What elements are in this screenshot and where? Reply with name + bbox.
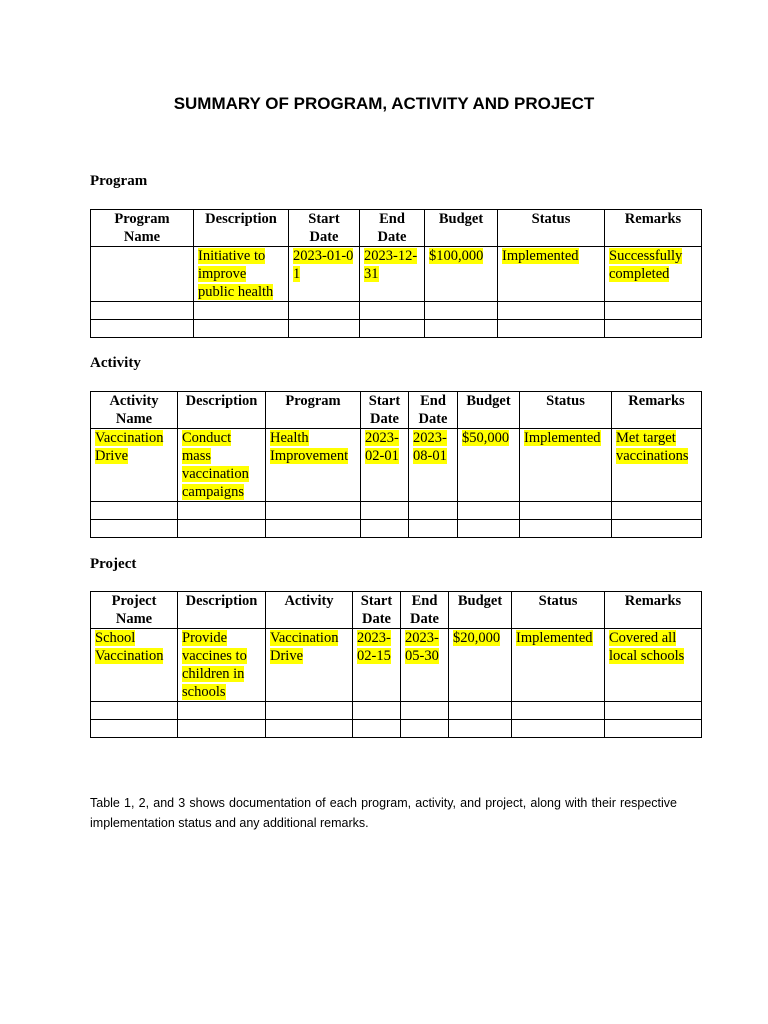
end-date-cell: 2023-12-31 xyxy=(360,247,425,302)
program-table xyxy=(90,209,702,338)
table-row xyxy=(91,320,702,338)
column-header: Status xyxy=(498,210,605,247)
program-cell: Health Improvement xyxy=(266,429,361,502)
column-header: Budget xyxy=(449,592,512,629)
project-table xyxy=(90,591,702,738)
column-header: Status xyxy=(520,392,612,429)
description-cell: Conduct mass vaccination campaigns xyxy=(178,429,266,502)
activity-table xyxy=(90,391,702,538)
column-header: Remarks xyxy=(605,210,702,247)
remarks-cell: Met target vaccinations xyxy=(612,429,702,502)
start-date-cell: 2023-02-15 xyxy=(353,629,401,702)
column-header: Status xyxy=(512,592,605,629)
status-cell: Implemented xyxy=(520,429,612,502)
column-header: Start Date xyxy=(289,210,360,247)
table-row xyxy=(91,247,702,302)
activity-cell: Vaccination Drive xyxy=(266,629,353,702)
remarks-cell: Successfully completed xyxy=(605,247,702,302)
table-row xyxy=(91,520,702,538)
start-date-cell: 2023-01-01 xyxy=(289,247,360,302)
column-header: Activity xyxy=(266,592,353,629)
table-caption: Table 1, 2, and 3 shows documentation of each program, activity, and project, along with their respective implementation status and any additional remarks. xyxy=(90,796,677,830)
start-date-cell: 2023-02-01 xyxy=(361,429,409,502)
column-header: Description xyxy=(178,592,266,629)
table-row xyxy=(91,429,702,502)
end-date-cell: 2023-05-30 xyxy=(401,629,449,702)
column-header: Remarks xyxy=(612,392,702,429)
column-header: End Date xyxy=(360,210,425,247)
table-row xyxy=(91,502,702,520)
project-name-cell: School Vaccination xyxy=(91,629,178,702)
column-header: Remarks xyxy=(605,592,702,629)
description-cell: Initiative to improve public health xyxy=(194,247,289,302)
remarks-cell: Covered all local schools xyxy=(605,629,702,702)
activity-section-label: Activity xyxy=(90,355,141,371)
table-header-row xyxy=(91,210,702,247)
activity-name-cell: Vaccination Drive xyxy=(91,429,178,502)
table-row xyxy=(91,302,702,320)
table-row xyxy=(91,720,702,738)
column-header: Budget xyxy=(425,210,498,247)
column-header: Start Date xyxy=(361,392,409,429)
table-row xyxy=(91,629,702,702)
column-header: Description xyxy=(194,210,289,247)
table-header-row xyxy=(91,592,702,629)
column-header: Project Name xyxy=(91,592,178,629)
column-header: Program Name xyxy=(91,210,194,247)
table-header-row xyxy=(91,392,702,429)
page-title: SUMMARY OF PROGRAM, ACTIVITY AND PROJECT xyxy=(173,94,595,113)
column-header: Activity Name xyxy=(91,392,178,429)
column-header: End Date xyxy=(401,592,449,629)
end-date-cell: 2023-08-01 xyxy=(409,429,458,502)
budget-cell: $50,000 xyxy=(458,429,520,502)
column-header: Program xyxy=(266,392,361,429)
program-name-cell xyxy=(91,247,194,302)
column-header: Description xyxy=(178,392,266,429)
column-header: Start Date xyxy=(353,592,401,629)
column-header: Budget xyxy=(458,392,520,429)
status-cell: Implemented xyxy=(498,247,605,302)
status-cell: Implemented xyxy=(512,629,605,702)
column-header: End Date xyxy=(409,392,458,429)
budget-cell: $100,000 xyxy=(425,247,498,302)
description-cell: Provide vaccines to children in schools xyxy=(178,629,266,702)
program-section-label: Program xyxy=(90,173,148,189)
table-row xyxy=(91,702,702,720)
project-section-label: Project xyxy=(90,556,137,572)
budget-cell: $20,000 xyxy=(449,629,512,702)
